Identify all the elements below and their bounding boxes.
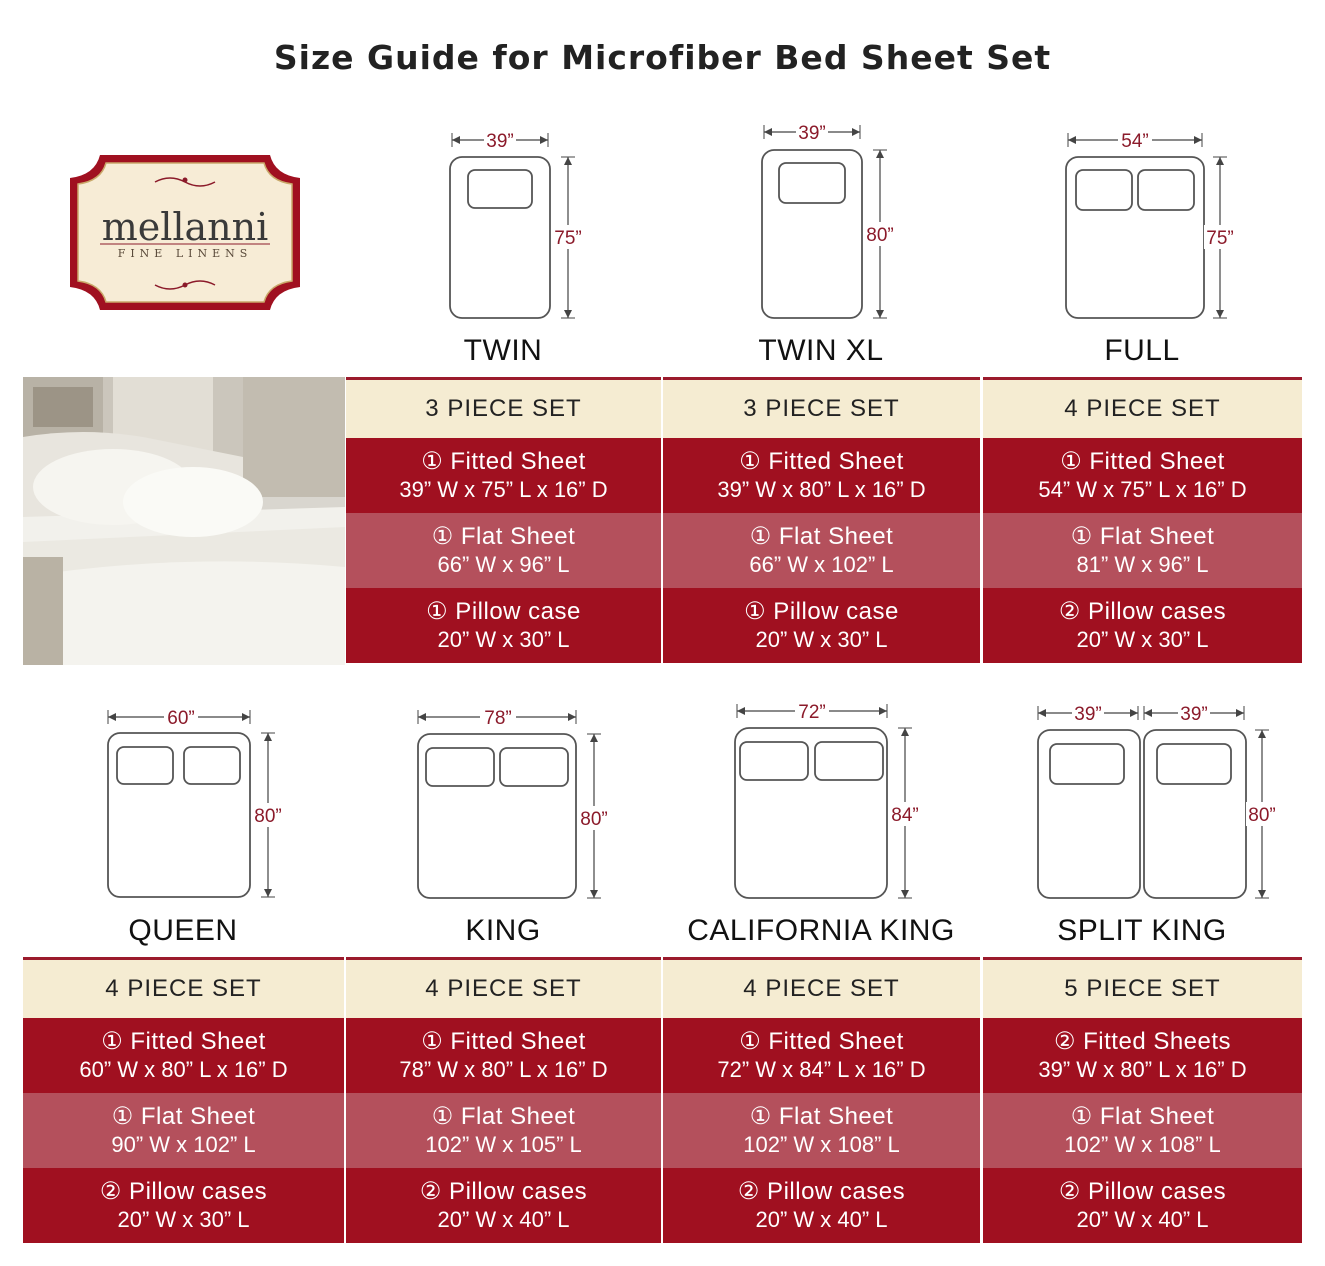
split-king-pillow-item: ② Pillow cases xyxy=(1058,1178,1227,1205)
california-king-pillow-dims: 20” W x 40” L xyxy=(755,1207,888,1232)
queen-fitted-dims: 60” W x 80” L x 16” D xyxy=(79,1057,288,1082)
twin-xl-flat-item: ① Flat Sheet xyxy=(749,523,894,550)
full-set-header: 4 PIECE SET xyxy=(983,377,1302,438)
split-king-name: SPLIT KING xyxy=(1057,914,1227,947)
california-king-pillow-item: ② Pillow cases xyxy=(737,1178,906,1205)
twin-width-label: 39” xyxy=(486,131,514,152)
twin-xl-pillow-dims: 20” W x 30” L xyxy=(755,627,888,652)
twin-fitted-dims: 39” W x 75” L x 16” D xyxy=(399,477,608,502)
california-king-fitted-dims: 72” W x 84” L x 16” D xyxy=(717,1057,926,1082)
split-king-diagram xyxy=(1028,700,1288,910)
california-king-length-label: 84” xyxy=(891,805,919,826)
queen-table xyxy=(23,957,344,1243)
twin-xl-width-label: 39” xyxy=(798,123,826,144)
twin-fitted-item: ① Fitted Sheet xyxy=(421,448,586,475)
twin-xl-name: TWIN XL xyxy=(758,334,884,367)
queen-fitted-item: ① Fitted Sheet xyxy=(101,1028,266,1055)
twin-xl-fitted-item: ① Fitted Sheet xyxy=(739,448,904,475)
split-king-fitted-dims: 39” W x 80” L x 16” D xyxy=(1038,1057,1247,1082)
full-diagram xyxy=(1056,125,1246,330)
full-fitted-item: ① Fitted Sheet xyxy=(1060,448,1225,475)
full-length-label: 75” xyxy=(1206,228,1234,249)
california-king-flat-row xyxy=(663,1093,980,1168)
california-king-fitted-row xyxy=(663,1018,980,1093)
full-pillow-dims: 20” W x 30” L xyxy=(1076,627,1209,652)
king-table xyxy=(346,957,661,1243)
full-name: FULL xyxy=(1104,334,1180,367)
queen-pillow-item: ② Pillow cases xyxy=(99,1178,268,1205)
king-pillow-item: ② Pillow cases xyxy=(419,1178,588,1205)
twin-xl-fitted-row xyxy=(663,438,980,513)
king-pillow-row xyxy=(346,1168,661,1243)
queen-diagram xyxy=(98,703,288,908)
twin-table xyxy=(346,377,661,663)
twin-xl-table xyxy=(663,377,980,663)
king-fitted-row xyxy=(346,1018,661,1093)
california-king-width-label: 72” xyxy=(798,702,826,723)
split-king-pillow-row xyxy=(983,1168,1302,1243)
twin-pillow-row xyxy=(346,588,661,663)
twin-xl-flat-row xyxy=(663,513,980,588)
twin-fitted-row xyxy=(346,438,661,513)
full-flat-item: ① Flat Sheet xyxy=(1070,523,1215,550)
king-length-label: 80” xyxy=(580,809,608,830)
king-flat-row xyxy=(346,1093,661,1168)
full-table xyxy=(983,377,1302,663)
queen-pillow-dims: 20” W x 30” L xyxy=(117,1207,250,1232)
king-width-label: 78” xyxy=(484,708,512,729)
queen-width-label: 60” xyxy=(167,708,195,729)
twin-set-header: 3 PIECE SET xyxy=(346,377,661,438)
king-set-header: 4 PIECE SET xyxy=(346,957,661,1018)
twin-xl-diagram xyxy=(752,118,912,328)
king-pillow-dims: 20” W x 40” L xyxy=(437,1207,570,1232)
twin-flat-dims: 66” W x 96” L xyxy=(437,552,570,577)
king-fitted-item: ① Fitted Sheet xyxy=(421,1028,586,1055)
full-width-label: 54” xyxy=(1121,131,1149,152)
bed-photo xyxy=(23,377,345,665)
california-king-table xyxy=(663,957,980,1243)
twin-xl-flat-dims: 66” W x 102” L xyxy=(749,552,894,577)
california-king-name: CALIFORNIA KING xyxy=(687,914,955,947)
twin-flat-item: ① Flat Sheet xyxy=(431,523,576,550)
queen-pillow-row xyxy=(23,1168,344,1243)
king-name: KING xyxy=(465,914,541,947)
full-flat-dims: 81” W x 96” L xyxy=(1076,552,1209,577)
full-fitted-row xyxy=(983,438,1302,513)
split-king-fitted-row xyxy=(983,1018,1302,1093)
queen-name: QUEEN xyxy=(128,914,238,947)
full-pillow-row xyxy=(983,588,1302,663)
king-flat-item: ① Flat Sheet xyxy=(431,1103,576,1130)
twin-diagram xyxy=(440,125,600,330)
split-king-width2-label: 39” xyxy=(1180,704,1208,725)
california-king-pillow-row xyxy=(663,1168,980,1243)
queen-flat-row xyxy=(23,1093,344,1168)
full-pillow-item: ② Pillow cases xyxy=(1058,598,1227,625)
queen-length-label: 80” xyxy=(254,806,282,827)
king-fitted-dims: 78” W x 80” L x 16” D xyxy=(399,1057,608,1082)
queen-flat-item: ① Flat Sheet xyxy=(111,1103,256,1130)
full-fitted-dims: 54” W x 75” L x 16” D xyxy=(1038,477,1247,502)
queen-fitted-row xyxy=(23,1018,344,1093)
twin-xl-set-header: 3 PIECE SET xyxy=(663,377,980,438)
page-title: Size Guide for Microfiber Bed Sheet Set xyxy=(273,38,1052,77)
split-king-set-header: 5 PIECE SET xyxy=(983,957,1302,1018)
california-king-flat-dims: 102” W x 108” L xyxy=(743,1132,900,1157)
split-king-flat-dims: 102” W x 108” L xyxy=(1064,1132,1221,1157)
california-king-fitted-item: ① Fitted Sheet xyxy=(739,1028,904,1055)
twin-pillow-item: ① Pillow case xyxy=(426,598,581,625)
king-diagram xyxy=(408,704,613,909)
king-flat-dims: 102” W x 105” L xyxy=(425,1132,582,1157)
california-king-set-header: 4 PIECE SET xyxy=(663,957,980,1018)
twin-name: TWIN xyxy=(463,334,543,367)
split-king-flat-item: ① Flat Sheet xyxy=(1070,1103,1215,1130)
queen-set-header: 4 PIECE SET xyxy=(23,957,344,1018)
california-king-diagram xyxy=(725,698,930,908)
logo-brand: mellanni xyxy=(101,205,269,249)
split-king-pillow-dims: 20” W x 40” L xyxy=(1076,1207,1209,1232)
queen-flat-dims: 90” W x 102” L xyxy=(111,1132,256,1157)
twin-pillow-dims: 20” W x 30” L xyxy=(437,627,570,652)
twin-xl-pillow-item: ① Pillow case xyxy=(744,598,899,625)
split-king-length-label: 80” xyxy=(1248,805,1276,826)
full-flat-row xyxy=(983,513,1302,588)
split-king-fitted-item: ② Fitted Sheets xyxy=(1053,1028,1232,1055)
logo-tagline: FINE LINENS xyxy=(117,247,253,260)
split-king-table xyxy=(983,957,1302,1243)
california-king-flat-item: ① Flat Sheet xyxy=(749,1103,894,1130)
twin-length-label: 75” xyxy=(554,228,582,249)
twin-xl-fitted-dims: 39” W x 80” L x 16” D xyxy=(717,477,926,502)
twin-xl-pillow-row xyxy=(663,588,980,663)
twin-xl-length-label: 80” xyxy=(866,225,894,246)
split-king-width-label: 39” xyxy=(1074,704,1102,725)
twin-flat-row xyxy=(346,513,661,588)
split-king-flat-row xyxy=(983,1093,1302,1168)
